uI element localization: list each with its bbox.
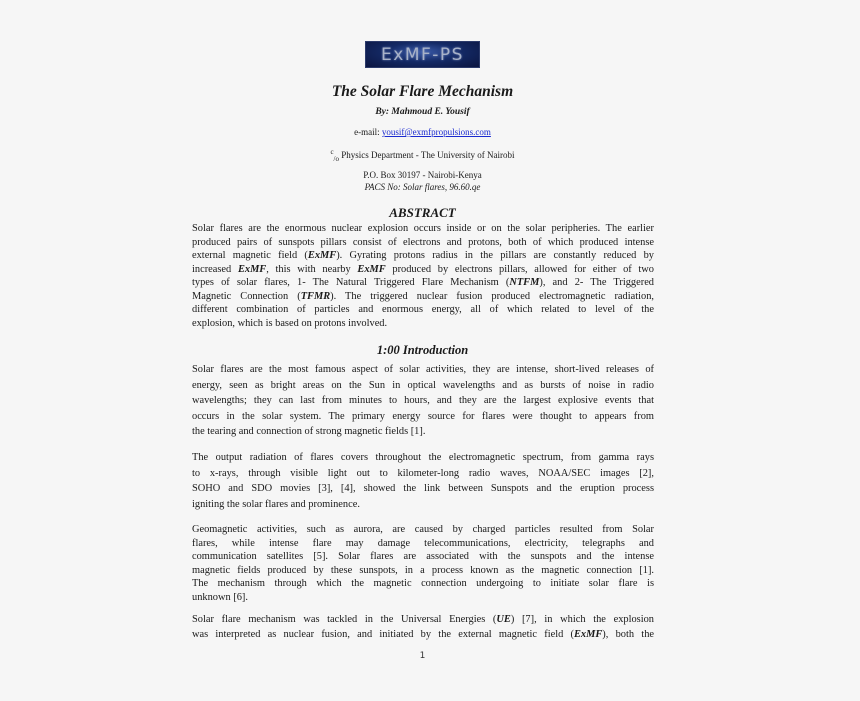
author-byline: By: Mahmoud E. Yousif	[375, 107, 470, 117]
care-of-sup: c	[330, 148, 334, 156]
logo-text: ExMF-PS	[381, 44, 464, 65]
abstract-line: different combination of particles and enormous energy, all of which related to level of the	[192, 304, 654, 315]
abstract-line: produced pairs of sunspots pillars consist of electrons and protons, both of which produced intense	[192, 236, 654, 248]
exmf-ps-logo	[365, 41, 480, 68]
intro-paragraph-4: Solar flare mechanism was tackled in the Universal Energies (UE) [7], in which the explosion was interpreted as nuclear fusion, and initiated by the external magnetic field (ExMF), both the	[192, 614, 654, 640]
department-line	[190, 148, 655, 163]
page-number: 1	[419, 651, 426, 661]
introduction-heading: 1:00 Introduction	[376, 343, 469, 357]
department-text: Physics Department - The University of Nairobi	[339, 150, 515, 160]
abstract-line: external magnetic field (ExMF). Gyrating protons radius in the pillars are constantly reduced by	[192, 250, 655, 261]
pacs-number: PACS No: Solar flares, 96.60.qe	[364, 182, 481, 192]
intro-paragraph-2: The output radiation of flares covers throughout the electromagnetic spectrum, from gamma rays to x-rays, through visible light out to kilometer-long radio waves, NOAA/SEC images [2], SOHO and SDO movies [3], [4], showed the link between Sunspots and the eruption process igniting the solar flares and prominence.	[192, 452, 654, 510]
abstract-line: types of solar flares, 1- The Natural Triggered Flare Mechanism (NTFM), and 2- The Triggered	[192, 277, 655, 288]
abstract-line: explosion, which is based on protons involved.	[192, 317, 388, 329]
email-label: e-mail:	[354, 127, 382, 137]
postal-address: P.O. Box 30197 - Nairobi-Kenya	[363, 170, 482, 180]
email-line	[190, 127, 655, 137]
abstract-line: Magnetic Connection (TFMR). The triggered nuclear fusion produced electromagnetic radiation,	[192, 290, 654, 302]
email-link[interactable]: yousif@exmfpropulsions.com	[381, 127, 491, 137]
intro-paragraph-1: Solar flares are the most famous aspect of solar activities, they are intense, short-lived releases of energy, seen as bright areas on the Sun in optical wavelengths and as bursts of noise in radio wavelengths; they can last from minutes to hours, and they are the largest explosive events that occurs in the solar system. The primary energy source for flares were thought to appears from the tearing and connection of strong magnetic fields [1].	[192, 364, 654, 438]
intro-paragraph-3: Geomagnetic activities, such as aurora, are caused by charged particles resulted from Solar flares, while intense flare may damage telecommunications, electricity, telegraphs and communication satellites [5]. Solar flares are associated with the sunspots and the intense magnetic fields produced by these sunspots, in a process known as the magnetic connection [1]. The mechanism through which the magnetic connection undergoing to initiate solar flare is unknown [6].	[192, 524, 654, 603]
abstract-line: Solar flares are the enormous nuclear explosion occurs inside or on the solar peripheries. The earlier	[192, 223, 654, 234]
abstract-body	[192, 223, 654, 331]
care-of-sub: /o	[333, 154, 339, 163]
abstract-line: increased ExMF, this with nearby ExMF produced by electrons pillars, allowed for either of two	[192, 263, 655, 275]
abstract-heading: ABSTRACT	[389, 205, 456, 220]
paper-title: The Solar Flare Mechanism	[331, 83, 514, 100]
